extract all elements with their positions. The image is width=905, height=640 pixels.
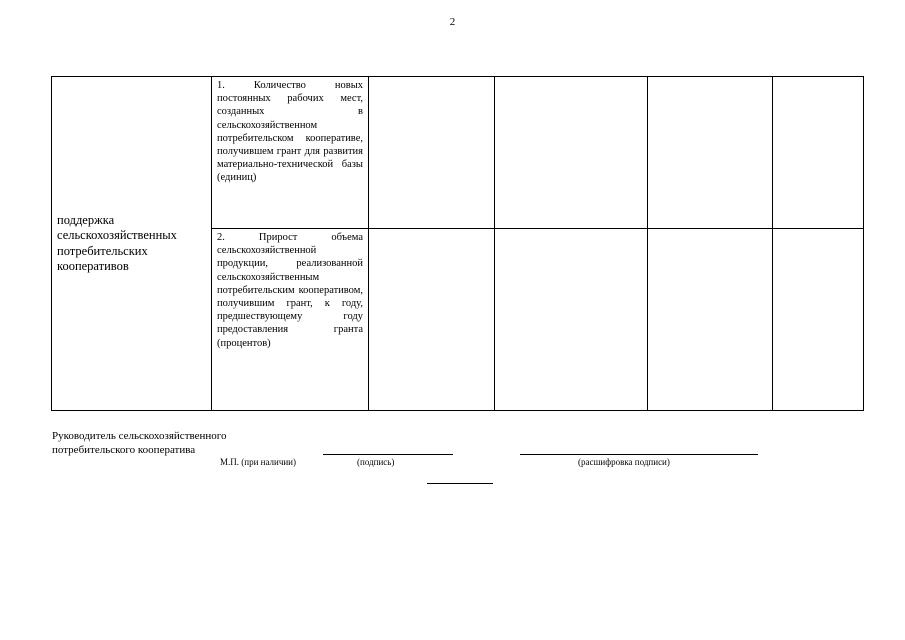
value-cell bbox=[369, 77, 495, 229]
stamp-caption: М.П. (при наличии) bbox=[220, 457, 296, 467]
value-cell bbox=[648, 229, 773, 411]
signature-title-line2: потребительского кооператива bbox=[52, 443, 196, 456]
signature-line bbox=[323, 454, 453, 455]
value-cell bbox=[648, 77, 773, 229]
category-cell: поддержка сельскохозяйственных потребительских кооперативов bbox=[52, 77, 212, 411]
table-row bbox=[52, 77, 864, 229]
value-cell bbox=[369, 229, 495, 411]
value-cell bbox=[495, 229, 648, 411]
signature-caption: (подпись) bbox=[357, 457, 395, 467]
value-cell bbox=[773, 229, 864, 411]
signature-title-line1: Руководитель сельскохозяйственного bbox=[52, 430, 227, 442]
signature-title bbox=[52, 430, 227, 457]
decoding-caption: (расшифровка подписи) bbox=[578, 457, 670, 467]
value-cell bbox=[495, 77, 648, 229]
indicator-cell: 1. Количество новых постоянных рабочих мест, созданных в сельскохозяйственном потребительском кооперативе, получившем грант для развития материально-технической базы (единиц) bbox=[212, 77, 369, 229]
date-line bbox=[427, 483, 493, 484]
value-cell bbox=[773, 77, 864, 229]
report-table bbox=[51, 76, 864, 411]
page-number: 2 bbox=[449, 16, 456, 28]
decoding-line bbox=[520, 454, 758, 455]
indicator-cell: 2. Прирост объема сельскохозяйственной продукции, реализованной сельскохозяйственным потребительским кооперативом, получившим грант, к году, предшествующему году предоставления гранта (процентов) bbox=[212, 229, 369, 411]
